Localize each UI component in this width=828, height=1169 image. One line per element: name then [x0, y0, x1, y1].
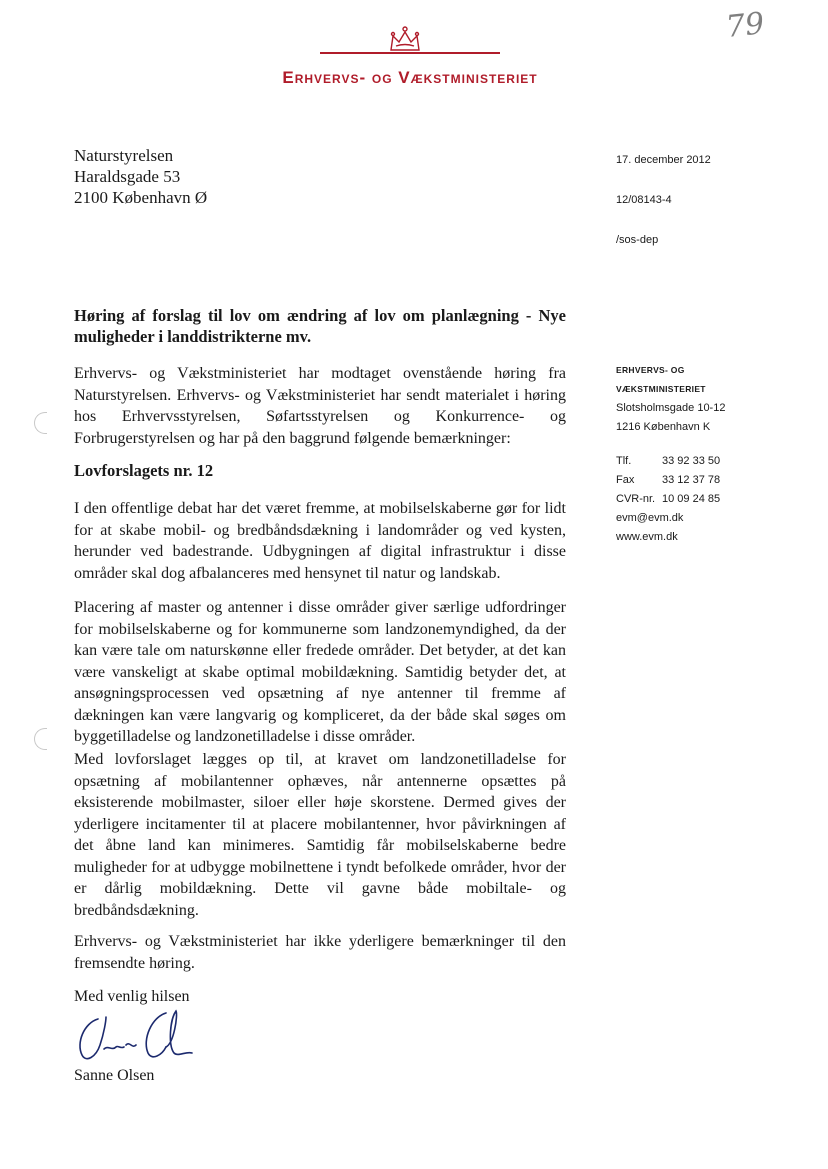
recipient-street: Haraldsgade 53 — [74, 167, 181, 186]
letter-date: 17. december 2012 — [616, 154, 711, 166]
sender-street: Slotsholmsgade 10-12 — [616, 402, 726, 414]
letterhead-rule — [320, 52, 500, 54]
recipient-city: 2100 København Ø — [74, 188, 208, 207]
paragraph-placement: Placering af master og antenner i disse områder giver særlige udfordringer for mobilselskaberne og for kommunerne som landzonemyndighed, da der kan være tale om naturskønne eller fredede områder. Det betyder, at det kan være vanskeligt at skabe optimal mobildækning. Samtidig betyder det, at ansøgningsprocessen ved opsætning af nye antenner til fremme af dækningen kan være langvarig og kompliceret, da der både skal søges om byggetilladelse og landzonetilladelse i disse områder. — [74, 599, 566, 745]
contact-website: www.evm.dk — [616, 531, 678, 543]
recipient-name: Naturstyrelsen — [74, 146, 174, 165]
signature-icon — [70, 1005, 210, 1069]
closing-greeting: Med venlig hilsen — [74, 988, 190, 1005]
letter-subject: Høring af forslag til lov om ændring af lov om planlægning - Nye muligheder i landdistrikterne mv. — [74, 306, 566, 346]
paragraph-proposal: Med lovforslaget lægges op til, at kravet om landzonetilladelse for opsætning af mobilantenner ophæves, når antennerne opsættes på eksisterende mobilmaster, siloer eller høje skorstene. Dermed gives der yderligere incitamenter til at placere mobilantenner, hvor påvirkningen af det åbne land kan minimeres. Samtidig får mobilselskaberne bedre muligheder for at udbygge mobilnettene i tyndt befolkede områder, hvor der er dårlig mobildækning. Dette vil gavne både mobiltale- og bredbåndsdækning. — [74, 751, 566, 919]
recipient-address — [74, 145, 207, 208]
ministry-name: Erhvervs- og Vækstministeriet — [282, 68, 538, 87]
sender-city: 1216 København K — [616, 421, 711, 433]
paragraph-intro: Erhvervs- og Vækstministeriet har modtaget ovenstående høring fra Naturstyrelsen. Erhvervs- og Vækstministeriet har sendt materialet i høring hos Erhvervsstyrelsen, Søfartsstyrelsen og Konkurrence- og Forbrugerstyrelsen og har på den baggrund følgende bemærkninger: — [74, 365, 566, 447]
reference-number: 12/08143-4 — [616, 194, 672, 206]
punch-hole — [34, 728, 47, 750]
punch-hole — [34, 412, 47, 434]
contact-cvr: CVR-nr. 10 09 24 85 — [616, 493, 721, 505]
sender-name-line1: ERHVERVS- OG — [616, 365, 685, 375]
section-heading: Lovforslagets nr. 12 — [74, 461, 214, 480]
contact-fax: Fax 33 12 37 78 — [616, 474, 721, 486]
contact-email: evm@evm.dk — [616, 512, 684, 524]
sender-name-line2: VÆKSTMINISTERIET — [616, 384, 706, 394]
contact-details — [616, 452, 720, 547]
paragraph-conclusion: Erhvervs- og Vækstministeriet har ikke yderligere bemærkninger til den fremsendte høring. — [74, 933, 566, 972]
initials: /sos-dep — [616, 234, 659, 246]
signer-name: Sanne Olsen — [74, 1067, 155, 1084]
contact-phone: Tlf. 33 92 33 50 — [616, 455, 721, 467]
sender-address — [616, 361, 725, 437]
handwritten-number: 79 — [724, 6, 766, 45]
paragraph-debate: I den offentlige debat har det været fremme, at mobilselskaberne gør for lidt for at skabe mobil- og bredbåndsdækning i landområder og ved kysten, herunder ved badestrande. Udbygningen af digital infrastruktur i disse områder skal dog afbalanceres med hensynet til natur og landskab. — [74, 500, 566, 582]
